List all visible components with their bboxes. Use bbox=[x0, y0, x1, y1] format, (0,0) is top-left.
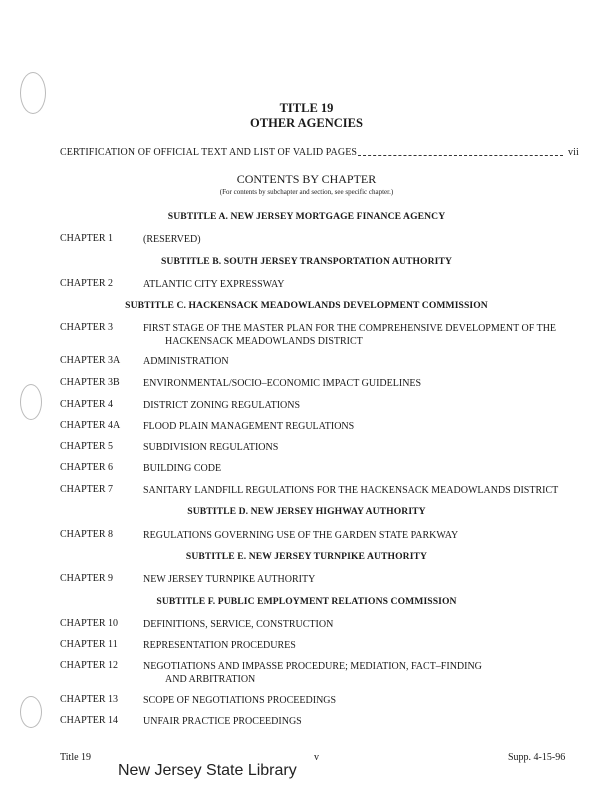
certification-page-number: vii bbox=[568, 147, 579, 158]
chapter-label: CHAPTER 12 bbox=[60, 660, 119, 671]
chapter-title-text: SUBDIVISION REGULATIONS bbox=[143, 442, 279, 453]
chapter-title-text: REGULATIONS GOVERNING USE OF THE GARDEN STATE PARKWAY bbox=[143, 530, 459, 541]
chapter-title-text: UNFAIR PRACTICE PROCEEDINGS bbox=[143, 716, 302, 727]
certification-label[interactable]: CERTIFICATION OF OFFICIAL TEXT AND LIST OF VALID PAGES bbox=[60, 147, 358, 158]
subtitle-b: SUBTITLE B. SOUTH JERSEY TRANSPORTATION AUTHORITY bbox=[160, 256, 453, 267]
chapter-title[interactable] bbox=[143, 660, 583, 686]
subtitle-f: SUBTITLE F. PUBLIC EMPLOYMENT RELATIONS COMMISSION bbox=[156, 596, 457, 607]
library-stamp: New Jersey State Library bbox=[118, 762, 297, 779]
chapter-title-text: BUILDING CODE bbox=[143, 463, 222, 474]
chapter-title[interactable] bbox=[143, 484, 583, 497]
chapter-title-text: ENVIRONMENTAL/SOCIO–ECONOMIC IMPACT GUIDELINES bbox=[143, 378, 422, 389]
chapter-label: CHAPTER 3 bbox=[60, 322, 114, 333]
chapter-title[interactable] bbox=[143, 639, 583, 652]
punch-hole-mark bbox=[20, 384, 42, 420]
chapter-label: CHAPTER 8 bbox=[60, 529, 114, 540]
chapter-title[interactable] bbox=[143, 462, 583, 475]
chapter-label: CHAPTER 9 bbox=[60, 573, 114, 584]
chapter-label: CHAPTER 4A bbox=[60, 420, 121, 431]
chapter-title-text: NEGOTIATIONS AND IMPASSE PROCEDURE; MEDIATION, FACT–FINDING bbox=[143, 661, 482, 672]
chapter-title[interactable] bbox=[143, 529, 583, 542]
contents-note: (For contents by subchapter and section, see specific chapter.) bbox=[219, 188, 394, 196]
chapter-title-text: REPRESENTATION PROCEDURES bbox=[143, 640, 296, 651]
chapter-title[interactable] bbox=[143, 278, 583, 291]
chapter-label: CHAPTER 10 bbox=[60, 618, 119, 629]
chapter-label: CHAPTER 1 bbox=[60, 233, 114, 244]
chapter-title-text: SANITARY LANDFILL REGULATIONS FOR THE HACKENSACK MEADOWLANDS DISTRICT bbox=[143, 485, 559, 496]
chapter-label: CHAPTER 5 bbox=[60, 441, 114, 452]
chapter-title-text: DEFINITIONS, SERVICE, CONSTRUCTION bbox=[143, 619, 334, 630]
footer-page-number: v bbox=[314, 752, 319, 763]
chapter-label: CHAPTER 14 bbox=[60, 715, 119, 726]
punch-hole-mark bbox=[20, 696, 42, 728]
dot-leader bbox=[358, 155, 563, 157]
title-line-2: OTHER AGENCIES bbox=[250, 116, 363, 130]
chapter-title[interactable] bbox=[143, 441, 583, 454]
chapter-label: CHAPTER 2 bbox=[60, 278, 114, 289]
subtitle-d: SUBTITLE D. NEW JERSEY HIGHWAY AUTHORITY bbox=[187, 506, 426, 517]
chapter-title-text: ATLANTIC CITY EXPRESSWAY bbox=[143, 279, 285, 290]
chapter-title[interactable] bbox=[143, 694, 583, 707]
chapter-title[interactable] bbox=[143, 233, 583, 246]
chapter-title-text: (RESERVED) bbox=[143, 234, 201, 245]
chapter-title-continuation: AND ARBITRATION bbox=[165, 674, 256, 685]
chapter-label: CHAPTER 11 bbox=[60, 639, 118, 650]
chapter-title[interactable] bbox=[143, 618, 583, 631]
chapter-title-text: NEW JERSEY TURNPIKE AUTHORITY bbox=[143, 574, 316, 585]
chapter-title-text: FLOOD PLAIN MANAGEMENT REGULATIONS bbox=[143, 421, 355, 432]
chapter-title[interactable] bbox=[143, 377, 583, 390]
footer-title: Title 19 bbox=[60, 752, 92, 763]
chapter-title[interactable] bbox=[143, 420, 583, 433]
subtitle-e: SUBTITLE E. NEW JERSEY TURNPIKE AUTHORITY bbox=[185, 551, 428, 562]
chapter-label: CHAPTER 3A bbox=[60, 355, 121, 366]
chapter-title[interactable] bbox=[143, 399, 583, 412]
chapter-title-continuation: HACKENSACK MEADOWLANDS DISTRICT bbox=[165, 336, 363, 347]
chapter-title-text: SCOPE OF NEGOTIATIONS PROCEEDINGS bbox=[143, 695, 337, 706]
chapter-title[interactable] bbox=[143, 573, 583, 586]
chapter-label: CHAPTER 13 bbox=[60, 694, 119, 705]
chapter-title-text: DISTRICT ZONING REGULATIONS bbox=[143, 400, 301, 411]
chapter-label: CHAPTER 7 bbox=[60, 484, 114, 495]
chapter-label: CHAPTER 4 bbox=[60, 399, 114, 410]
chapter-label: CHAPTER 3B bbox=[60, 377, 120, 388]
subtitle-c: SUBTITLE C. HACKENSACK MEADOWLANDS DEVELOPMENT COMMISSION bbox=[125, 300, 488, 311]
contents-heading: CONTENTS BY CHAPTER bbox=[236, 172, 377, 186]
chapter-title-text: FIRST STAGE OF THE MASTER PLAN FOR THE COMPREHENSIVE DEVELOPMENT OF THE bbox=[143, 323, 557, 334]
footer-supplement-date: Supp. 4-15-96 bbox=[508, 752, 566, 763]
subtitle-a: SUBTITLE A. NEW JERSEY MORTGAGE FINANCE AGENCY bbox=[167, 211, 446, 222]
chapter-label: CHAPTER 6 bbox=[60, 462, 114, 473]
chapter-title[interactable] bbox=[143, 355, 583, 368]
chapter-title[interactable] bbox=[143, 715, 583, 728]
chapter-title-text: ADMINISTRATION bbox=[143, 356, 229, 367]
chapter-title[interactable] bbox=[143, 322, 583, 348]
title-line-1: TITLE 19 bbox=[279, 101, 334, 115]
